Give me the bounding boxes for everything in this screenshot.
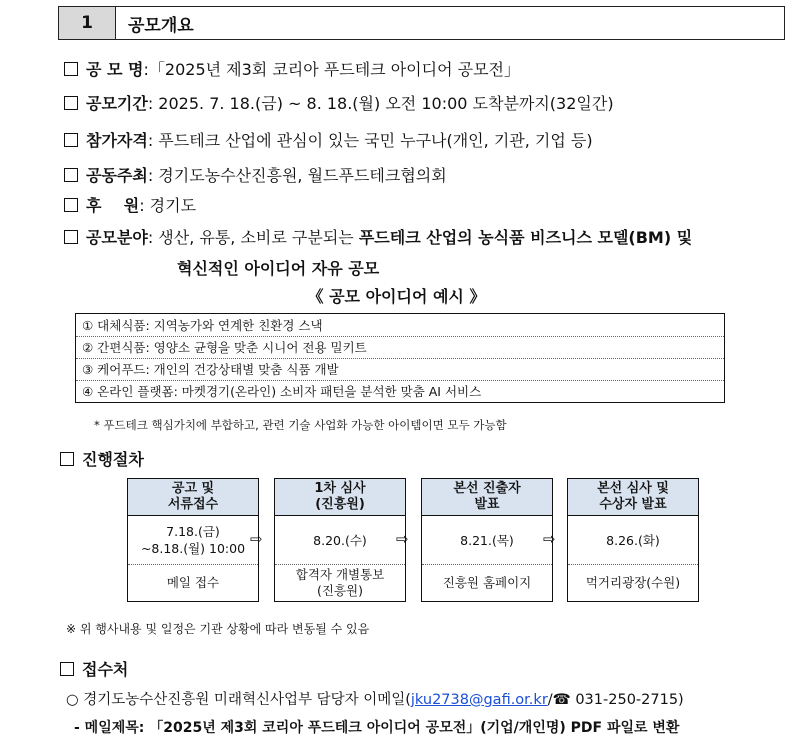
example-item: ③ 케어푸드: 개인의 건강상태별 맞춤 식품 개발 bbox=[82, 362, 339, 377]
process-step-3 bbox=[421, 478, 553, 602]
checkbox-icon bbox=[64, 62, 78, 76]
arrow-right-icon: ⇨ bbox=[250, 530, 263, 548]
process-heading bbox=[60, 447, 144, 470]
row-value: : 생산, 유통, 소비로 구분되는 bbox=[147, 228, 359, 247]
step-title: 발표 bbox=[474, 497, 500, 512]
process-step-4 bbox=[567, 478, 699, 602]
checkbox-icon bbox=[64, 96, 78, 110]
row-value: : 경기도농수산진흥원, 월드푸드테크협의회 bbox=[147, 166, 447, 185]
checkbox-icon bbox=[64, 198, 78, 212]
step-note: 합격자 개별통보 bbox=[295, 567, 385, 582]
step-title: 수상자 발표 bbox=[599, 497, 667, 512]
step-date: ~8.18.(월) 10:00 bbox=[140, 541, 246, 556]
arrow-right-icon: ⇨ bbox=[543, 530, 556, 548]
row-value: :「2025년 제3회 코리아 푸드테크 아이디어 공모전」 bbox=[143, 60, 520, 79]
example-item: ① 대체식품: 지역농가와 연계한 친환경 스낵 bbox=[82, 318, 323, 333]
divider bbox=[76, 358, 724, 359]
divider bbox=[76, 380, 724, 381]
step-title: 본선 심사 및 bbox=[597, 481, 669, 496]
row-participants bbox=[64, 128, 593, 151]
row-period bbox=[64, 91, 614, 114]
step-note: 먹거리광장(수원) bbox=[585, 575, 681, 590]
step-title: 공고 및 bbox=[171, 481, 215, 496]
row-contest-name bbox=[64, 57, 520, 80]
examples-note: * 푸드테크 핵심가치에 부합하고, 관련 기술 사업화 가능한 아이템이면 모두 가능함 bbox=[94, 418, 507, 432]
arrow-right-icon: ⇨ bbox=[396, 530, 409, 548]
row-value-bold: 푸드테크 산업의 농식품 비즈니스 모델(BM) 및 bbox=[358, 228, 693, 247]
contact-heading bbox=[60, 657, 128, 680]
divider bbox=[76, 336, 724, 337]
step-date: 8.26.(화) bbox=[606, 532, 660, 548]
section-number: 1 bbox=[59, 7, 116, 39]
process-step-2 bbox=[274, 478, 406, 602]
step-note: (진흥원) bbox=[317, 583, 363, 598]
mail-subject: - 메일제목: 「2025년 제3회 코리아 푸드테크 아이디어 공모전」(기업/개인명) PDF 파일로 변환 bbox=[74, 720, 680, 736]
checkbox-icon bbox=[64, 230, 78, 244]
section-title: 공모개요 bbox=[128, 15, 194, 36]
process-step-1 bbox=[127, 478, 259, 602]
examples-title: 《 공모 아이디어 예시 》 bbox=[307, 287, 486, 306]
example-item: ④ 온라인 플랫폼: 마켓경기(온라인) 소비자 패턴을 분석한 맞춤 AI 서비스 bbox=[82, 384, 482, 399]
checkbox-icon bbox=[64, 133, 78, 147]
row-value: : 경기도 bbox=[139, 196, 197, 215]
row-label: 공모기간 bbox=[86, 94, 148, 113]
row-value: : 2025. 7. 18.(금) ~ 8. 18.(월) 오전 10:00 도착분까지(32일간) bbox=[147, 94, 614, 113]
email-link[interactable]: jku2738@gafi.or.kr bbox=[410, 692, 548, 708]
contact-suffix: /☎ 031-250-2715) bbox=[547, 692, 684, 708]
checkbox-icon bbox=[60, 662, 74, 676]
row-label: 공 모 명 bbox=[86, 60, 144, 79]
step-date: 8.20.(수) bbox=[313, 532, 367, 548]
step-title: 본선 진출자 bbox=[453, 481, 521, 496]
row-value: : 푸드테크 산업에 관심이 있는 국민 누구나(개인, 기관, 기업 등) bbox=[147, 131, 593, 150]
step-note: 진흥원 홈페이지 bbox=[442, 575, 532, 590]
process-heading-label: 진행절차 bbox=[82, 450, 144, 469]
row-label: 공모분야 bbox=[86, 228, 148, 247]
section-header bbox=[58, 6, 785, 40]
row-label: 후 원 bbox=[86, 196, 140, 215]
example-item: ② 간편식품: 영양소 균형을 맞춘 시니어 전용 밀키트 bbox=[82, 340, 367, 355]
row-field-line2: 혁신적인 아이디어 자유 공모 bbox=[177, 259, 380, 278]
step-title: (진흥원) bbox=[315, 497, 365, 512]
checkbox-icon bbox=[60, 452, 74, 466]
process-note: ※ 위 행사내용 및 일정은 기관 상황에 따라 변동될 수 있음 bbox=[66, 622, 370, 636]
row-hosts bbox=[64, 163, 447, 186]
row-label: 공동주최 bbox=[86, 166, 148, 185]
step-title: 1차 심사 bbox=[314, 481, 366, 496]
row-label: 참가자격 bbox=[86, 131, 148, 150]
contact-heading-label: 접수처 bbox=[82, 660, 129, 679]
examples-box bbox=[75, 313, 725, 403]
contact-prefix: ○ 경기도농수산진흥원 미래혁신사업부 담당자 이메일( bbox=[66, 692, 411, 708]
row-field bbox=[64, 225, 692, 248]
step-note: 메일 접수 bbox=[166, 575, 220, 590]
row-sponsor bbox=[64, 193, 196, 216]
step-date: 8.21.(목) bbox=[460, 532, 514, 548]
step-date: 7.18.(금) bbox=[166, 524, 220, 539]
step-title: 서류접수 bbox=[167, 497, 219, 512]
checkbox-icon bbox=[64, 168, 78, 182]
contact-line bbox=[66, 688, 684, 709]
